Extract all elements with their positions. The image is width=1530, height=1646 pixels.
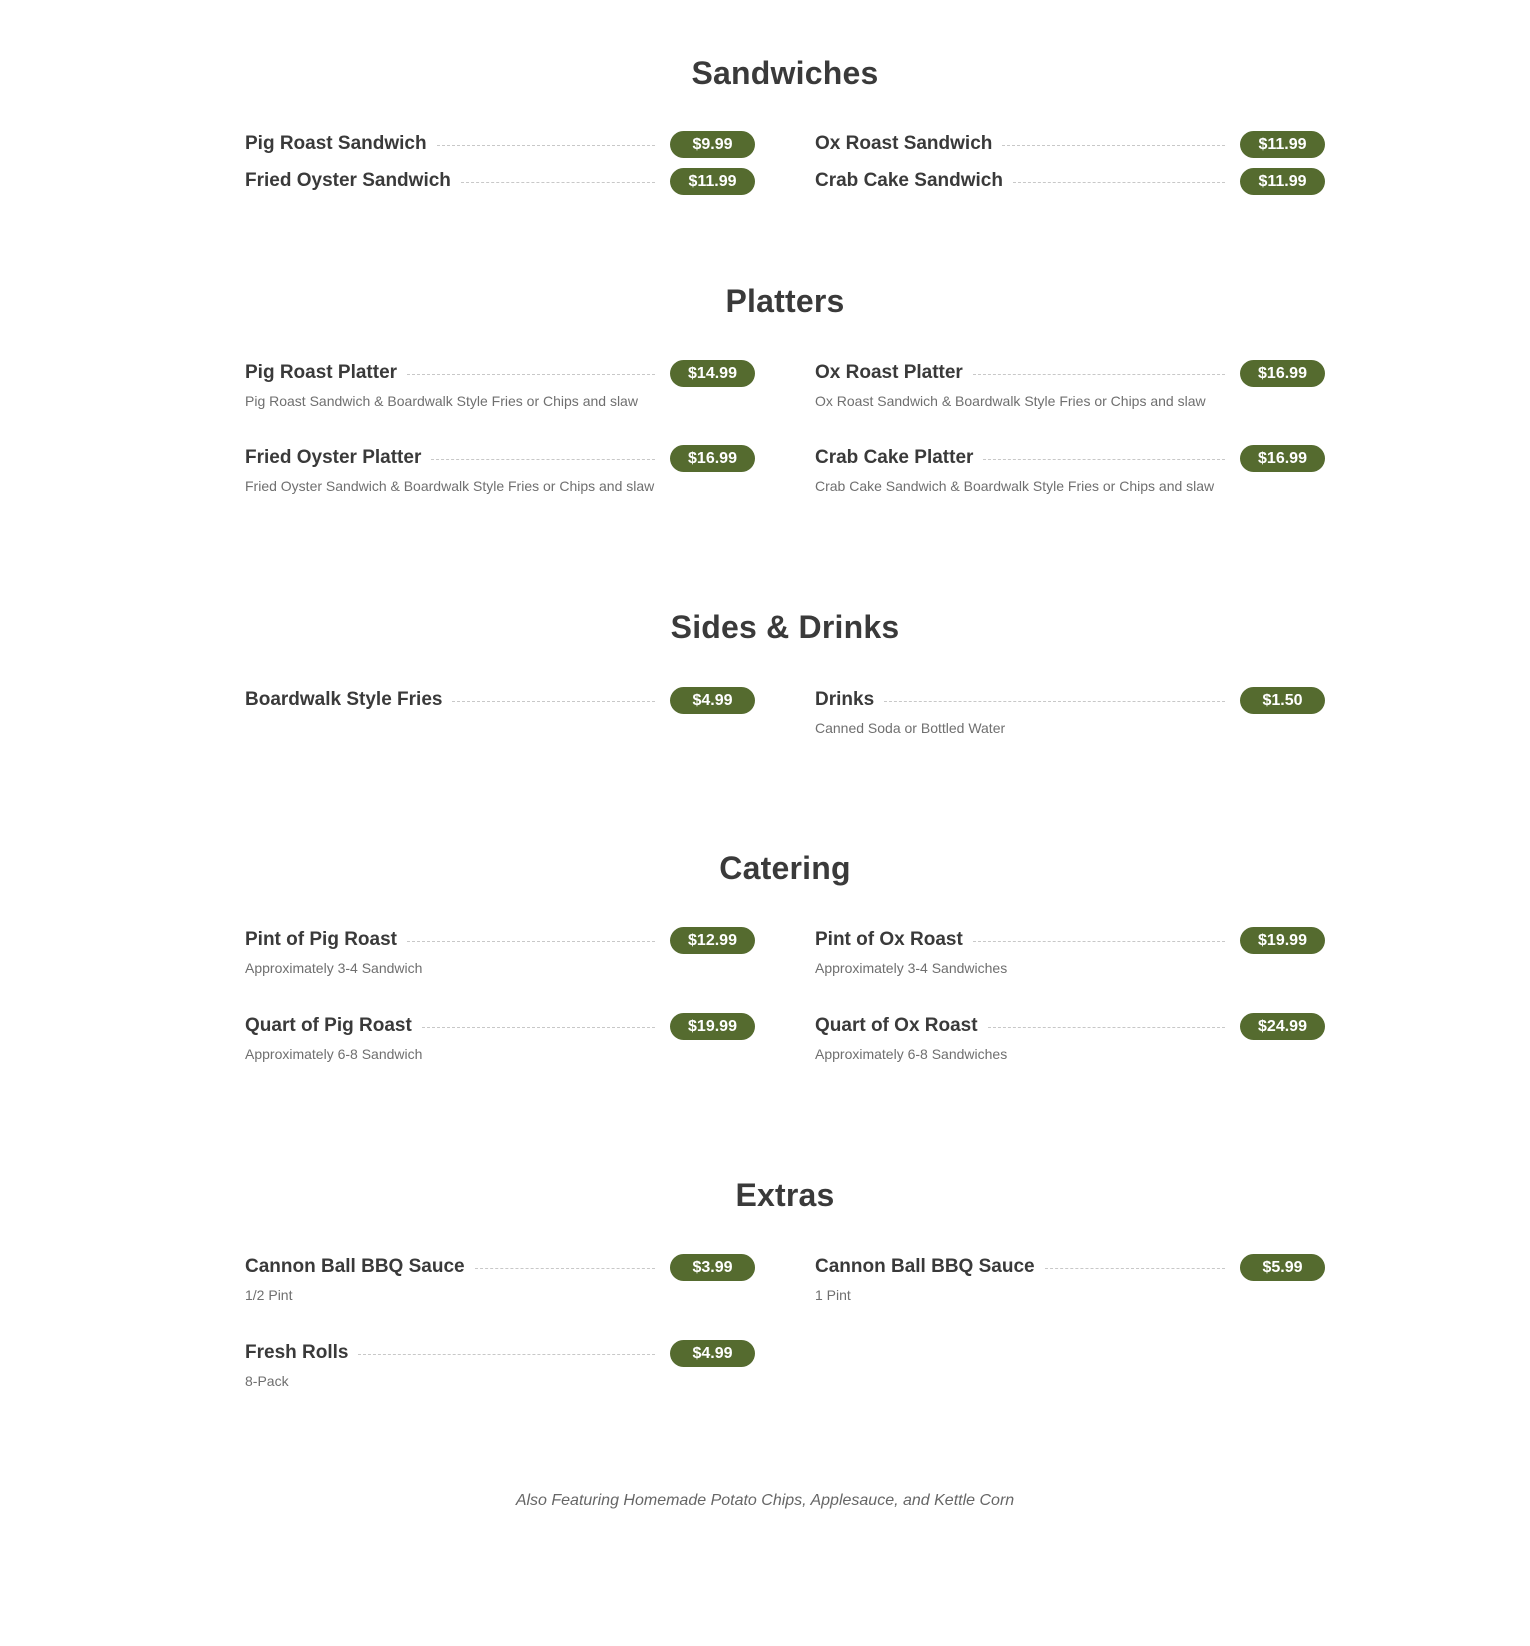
item-name: Fresh Rolls xyxy=(245,1342,349,1363)
item-description: Approximately 3-4 Sandwich xyxy=(245,960,423,976)
menu-item xyxy=(245,926,755,977)
item-name: Fried Oyster Platter xyxy=(245,447,422,468)
dotted-leader xyxy=(452,701,655,702)
item-name: Pint of Pig Roast xyxy=(245,929,397,950)
section-title: Sides & Drinks xyxy=(670,609,900,645)
dotted-leader xyxy=(973,941,1225,942)
menu-item xyxy=(245,686,755,714)
item-description: Fried Oyster Sandwich & Boardwalk Style Fries or Chips and slaw xyxy=(245,478,655,494)
dotted-leader xyxy=(1013,182,1225,183)
menu-item xyxy=(815,130,1325,158)
section-title: Platters xyxy=(725,283,845,319)
menu-item xyxy=(815,1012,1325,1063)
dotted-leader xyxy=(407,941,655,942)
menu-section-platters xyxy=(245,281,1325,494)
price-badge: $12.99 xyxy=(670,927,755,954)
price-badge: $11.99 xyxy=(1240,168,1325,195)
section-title: Extras xyxy=(735,1177,835,1213)
menu-item xyxy=(245,1339,755,1390)
menu-item xyxy=(245,1012,755,1063)
menu-item xyxy=(815,686,1325,737)
menu-item xyxy=(815,926,1325,977)
dotted-leader xyxy=(422,1027,655,1028)
dotted-leader xyxy=(983,459,1225,460)
item-name: Cannon Ball BBQ Sauce xyxy=(245,1256,465,1277)
price-badge: $4.99 xyxy=(670,1340,755,1367)
price-badge: $24.99 xyxy=(1240,1013,1325,1040)
item-description: Crab Cake Sandwich & Boardwalk Style Fries or Chips and slaw xyxy=(815,478,1215,494)
item-description: 8-Pack xyxy=(245,1373,289,1389)
price-badge: $9.99 xyxy=(670,131,755,158)
item-name: Pint of Ox Roast xyxy=(815,929,963,950)
item-name: Cannon Ball BBQ Sauce xyxy=(815,1256,1035,1277)
price-badge: $19.99 xyxy=(670,1013,755,1040)
menu-section-catering xyxy=(245,848,1325,1062)
price-badge: $16.99 xyxy=(1240,360,1325,387)
dotted-leader xyxy=(407,374,655,375)
item-description: Approximately 6-8 Sandwiches xyxy=(815,1046,1008,1062)
item-name: Ox Roast Sandwich xyxy=(815,133,993,154)
item-name: Drinks xyxy=(815,689,875,710)
section-title: Catering xyxy=(719,850,851,886)
price-badge: $19.99 xyxy=(1240,927,1325,954)
dotted-leader xyxy=(358,1354,655,1355)
item-name: Crab Cake Sandwich xyxy=(815,170,1003,191)
dotted-leader xyxy=(475,1268,655,1269)
item-name: Quart of Ox Roast xyxy=(815,1015,978,1036)
price-badge: $14.99 xyxy=(670,360,755,387)
item-name: Boardwalk Style Fries xyxy=(245,689,443,710)
menu-section-extras xyxy=(245,1175,1325,1389)
item-description: Approximately 3-4 Sandwiches xyxy=(815,960,1008,976)
price-badge: $16.99 xyxy=(1240,445,1325,472)
dotted-leader xyxy=(437,145,655,146)
menu-item xyxy=(815,1253,1325,1304)
item-name: Crab Cake Platter xyxy=(815,447,974,468)
dotted-leader xyxy=(988,1027,1225,1028)
item-name: Ox Roast Platter xyxy=(815,362,963,383)
section-title: Sandwiches xyxy=(691,55,879,91)
price-badge: $4.99 xyxy=(670,687,755,714)
menu-section-sides-drinks xyxy=(245,607,1325,736)
menu-item xyxy=(245,359,755,410)
menu-item xyxy=(815,359,1325,410)
menu-item xyxy=(245,167,755,195)
menu-item xyxy=(815,444,1325,495)
item-description: Canned Soda or Bottled Water xyxy=(815,720,1006,736)
footer-note: Also Featuring Homemade Potato Chips, Applesauce, and Kettle Corn xyxy=(515,1492,1015,1509)
price-badge: $5.99 xyxy=(1240,1254,1325,1281)
price-badge: $1.50 xyxy=(1240,687,1325,714)
price-badge: $16.99 xyxy=(670,445,755,472)
item-name: Quart of Pig Roast xyxy=(245,1015,412,1036)
item-description: 1/2 Pint xyxy=(245,1287,293,1303)
menu-item xyxy=(245,130,755,158)
item-name: Fried Oyster Sandwich xyxy=(245,170,451,191)
dotted-leader xyxy=(973,374,1225,375)
menu-item xyxy=(815,167,1325,195)
dotted-leader xyxy=(884,701,1225,702)
item-description: Pig Roast Sandwich & Boardwalk Style Fries or Chips and slaw xyxy=(245,393,638,409)
dotted-leader xyxy=(1002,145,1225,146)
menu-item xyxy=(245,1253,755,1304)
dotted-leader xyxy=(461,182,655,183)
dotted-leader xyxy=(431,459,655,460)
price-badge: $11.99 xyxy=(1240,131,1325,158)
menu-item xyxy=(245,444,755,495)
item-name: Pig Roast Platter xyxy=(245,362,398,383)
item-name: Pig Roast Sandwich xyxy=(245,133,427,154)
dotted-leader xyxy=(1045,1268,1225,1269)
item-description: Approximately 6-8 Sandwich xyxy=(245,1046,423,1062)
item-description: Ox Roast Sandwich & Boardwalk Style Fries or Chips and slaw xyxy=(815,393,1206,409)
price-badge: $3.99 xyxy=(670,1254,755,1281)
price-badge: $11.99 xyxy=(670,168,755,195)
menu-section-sandwiches xyxy=(245,53,1325,191)
item-description: 1 Pint xyxy=(815,1287,851,1303)
